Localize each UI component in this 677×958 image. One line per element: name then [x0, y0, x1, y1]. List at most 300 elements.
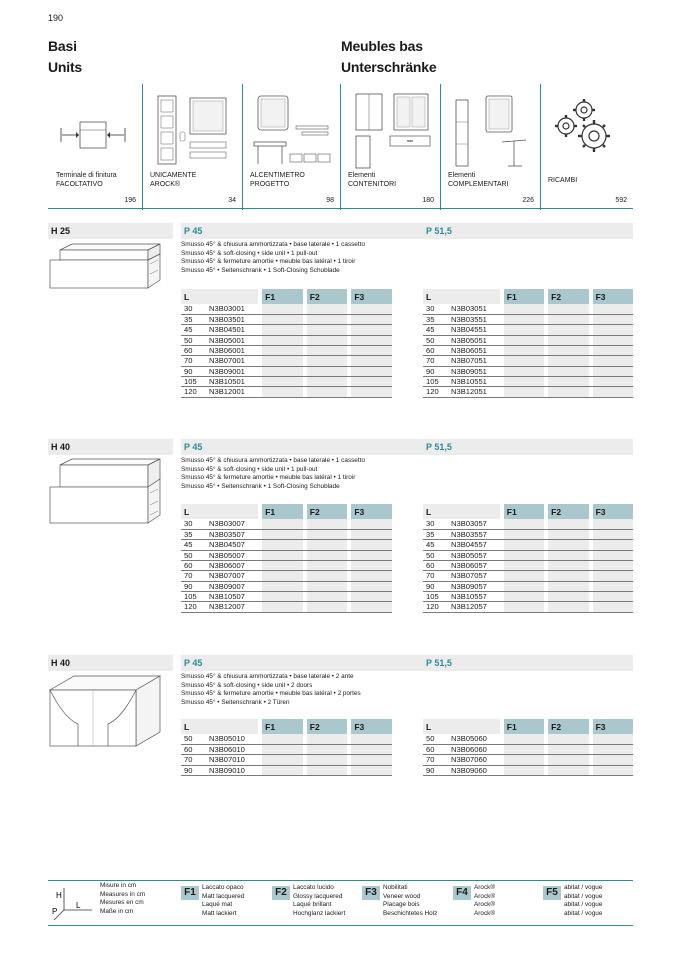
size-and-code-cell [423, 734, 500, 744]
article-code: N3B03051 [451, 304, 487, 314]
price-cell-f1 [262, 366, 303, 376]
price-cell-f3 [351, 602, 392, 612]
table-row [181, 387, 392, 397]
table-row [181, 602, 392, 612]
price-cell-f1 [504, 550, 544, 560]
price-cell-f3 [593, 744, 633, 754]
arock-illustration [154, 92, 234, 170]
width-value: 90 [184, 581, 193, 591]
width-value: 70 [426, 356, 435, 366]
size-and-code-cell [181, 304, 258, 314]
col-header-f1: F1 [504, 289, 544, 304]
width-value: 30 [184, 519, 193, 529]
section-2-drawer-unit-illustration [48, 457, 163, 529]
price-cell-f2 [307, 345, 348, 355]
category-label [448, 171, 509, 189]
price-cell-f3 [593, 540, 633, 550]
price-cell-f3 [351, 540, 392, 550]
description-line: Smusso 45° & soft-closing • side unit • 1 pull-out [181, 249, 318, 257]
category-alcentimetro[interactable] [242, 84, 340, 210]
width-value: 45 [426, 325, 435, 335]
table-row [181, 744, 392, 754]
table-row [181, 540, 392, 550]
col-header-f2: F2 [307, 719, 348, 734]
price-cell-f2 [307, 755, 348, 765]
table-row [181, 345, 392, 355]
legend-line: Beschichtetes Holz [383, 909, 438, 917]
price-cell-f1 [262, 335, 303, 345]
size-and-code-cell [181, 734, 258, 744]
category-label-line-1: ALCENTIMETRO [250, 172, 305, 179]
price-cell-f1 [262, 376, 303, 386]
category-contenitori[interactable] [340, 84, 440, 210]
price-cell-f3 [593, 755, 633, 765]
size-and-code-cell [181, 560, 258, 570]
price-cell-f2 [307, 356, 348, 366]
price-cell-f3 [593, 560, 633, 570]
legend-line: Matt lackiert [202, 909, 237, 917]
width-value: 30 [184, 304, 193, 314]
section-2-depth-header [181, 439, 633, 455]
size-and-code-cell [181, 765, 258, 775]
price-cell-f3 [593, 304, 633, 314]
legend-line: Arock® [474, 909, 496, 917]
category-ricambi[interactable] [540, 84, 633, 210]
col-header-f1: F1 [262, 719, 303, 734]
price-cell-f1 [504, 356, 544, 366]
price-cell-f2 [307, 366, 348, 376]
price-cell-f1 [504, 744, 544, 754]
size-and-code-cell [181, 366, 258, 376]
price-cell-f1 [504, 591, 544, 601]
category-label [150, 171, 196, 189]
article-code: N3B03007 [209, 519, 245, 529]
price-cell-f1 [504, 560, 544, 570]
section-2-description [181, 457, 365, 491]
width-value: 45 [184, 540, 193, 550]
price-cell-f2 [548, 560, 588, 570]
table-row [181, 591, 392, 601]
article-code: N3B12007 [209, 602, 245, 612]
size-and-code-cell [423, 744, 500, 754]
width-value: 70 [184, 755, 193, 765]
price-cell-f2 [548, 571, 588, 581]
price-cell-f2 [548, 387, 588, 397]
width-value: 70 [426, 571, 435, 581]
category-label-line-2: FACOLTATIVO [56, 181, 103, 188]
price-cell-f2 [548, 314, 588, 324]
width-value: 90 [184, 366, 193, 376]
dimension-axes-icon [50, 884, 96, 922]
article-code: N3B03057 [451, 519, 487, 529]
category-page: 98 [326, 197, 334, 204]
price-cell-f3 [593, 356, 633, 366]
price-cell-f1 [504, 376, 544, 386]
price-cell-f3 [351, 571, 392, 581]
article-code: N3B04551 [451, 325, 487, 335]
title-left-line-1: Basi [48, 38, 77, 54]
article-code: N3B07051 [451, 356, 487, 366]
article-code: N3B03557 [451, 530, 487, 540]
article-code: N3B04501 [209, 325, 245, 335]
price-cell-f2 [548, 304, 588, 314]
price-cell-f2 [548, 602, 588, 612]
article-code: N3B04507 [209, 540, 245, 550]
price-cell-f1 [504, 325, 544, 335]
legend-text [293, 884, 345, 918]
price-cell-f2 [307, 560, 348, 570]
size-and-code-cell [423, 335, 500, 345]
section-height-label: H 40 [51, 658, 71, 668]
price-cell-f3 [351, 335, 392, 345]
measures-line: Misure in cm [100, 882, 137, 889]
width-value: 50 [184, 550, 193, 560]
price-cell-f2 [548, 325, 588, 335]
divider [340, 84, 341, 210]
section-3-height-header [48, 655, 173, 671]
description-line: Smusso 45° • Seitenschrank • 2 Türen [181, 698, 290, 706]
price-cell-f1 [262, 734, 303, 744]
table-row [181, 325, 392, 335]
size-and-code-cell [181, 519, 258, 529]
description-line: Smusso 45° & fermeture amortie • meuble bas latéral • 1 tiroir [181, 258, 356, 265]
width-value: 35 [184, 315, 193, 325]
category-page: 34 [228, 197, 236, 204]
width-value: 70 [184, 571, 193, 581]
width-value: 60 [184, 745, 193, 755]
measures-line: Measures in cm [100, 890, 146, 898]
section-1-drawer-unit-illustration [48, 240, 163, 292]
col-header-f1: F1 [504, 719, 544, 734]
legend-line: Placage bois [383, 901, 420, 908]
price-cell-f2 [548, 529, 588, 539]
table-row [423, 571, 633, 581]
size-and-code-cell [423, 376, 500, 386]
table-row [181, 335, 392, 345]
category-arock[interactable] [142, 84, 242, 210]
table-row [423, 744, 633, 754]
width-value: 105 [184, 377, 197, 387]
width-value: 50 [426, 734, 435, 744]
col-header-f3: F3 [351, 719, 392, 734]
price-cell-f2 [307, 529, 348, 539]
legend-line: Arock® [474, 892, 496, 900]
measures-line: Maße in cm [100, 907, 134, 915]
legend-line: Laccato lucido [293, 884, 334, 891]
size-and-code-cell [423, 387, 500, 397]
price-cell-f2 [307, 602, 348, 612]
table-row [181, 581, 392, 591]
description-line: Smusso 45° • Seitenschrank • 1 Soft-Closing Schublade [181, 482, 340, 490]
legend-line: Glossy lacquered [293, 892, 343, 900]
price-cell-f3 [593, 581, 633, 591]
section-3-description [181, 673, 361, 707]
section-2-right-table [423, 504, 633, 613]
size-and-code-cell [181, 325, 258, 335]
col-header-l: L [423, 504, 500, 519]
price-cell-f3 [351, 734, 392, 744]
category-finishing-terminal[interactable] [48, 84, 142, 210]
table-row [181, 356, 392, 366]
category-label-line-1: UNICAMENTE [150, 172, 197, 179]
section-3-depth-header [181, 655, 633, 671]
width-value: 60 [184, 346, 193, 356]
size-and-code-cell [423, 765, 500, 775]
table-row [423, 314, 633, 324]
price-cell-f2 [307, 744, 348, 754]
width-value: 120 [184, 387, 197, 397]
article-code: N3B05051 [451, 335, 487, 345]
price-cell-f3 [351, 550, 392, 560]
axis-label-l: L [76, 901, 81, 910]
article-code: N3B07007 [209, 571, 245, 581]
price-cell-f3 [593, 519, 633, 529]
table-row [181, 529, 392, 539]
category-page: 196 [124, 197, 136, 204]
axis-label-p: P [52, 907, 58, 916]
col-header-f1: F1 [504, 504, 544, 519]
width-value: 90 [184, 765, 193, 775]
divider [142, 84, 143, 210]
price-cell-f1 [504, 734, 544, 744]
price-cell-f3 [351, 314, 392, 324]
section-1-right-table [423, 289, 633, 398]
size-and-code-cell [423, 550, 500, 560]
price-cell-f1 [262, 325, 303, 335]
size-and-code-cell [181, 529, 258, 539]
article-code: N3B10501 [209, 377, 245, 387]
col-header-f3: F3 [593, 504, 633, 519]
category-label-line-1: Terminale di finitura [56, 172, 117, 179]
price-cell-f3 [351, 529, 392, 539]
price-cell-f1 [262, 540, 303, 550]
price-cell-f1 [504, 529, 544, 539]
price-cell-f2 [307, 550, 348, 560]
article-code: N3B05057 [451, 550, 487, 560]
price-cell-f1 [504, 540, 544, 550]
section-3-left-table [181, 719, 392, 776]
price-cell-f1 [504, 602, 544, 612]
size-and-code-cell [181, 356, 258, 366]
table-row [181, 366, 392, 376]
table-row [423, 519, 633, 529]
price-cell-f2 [307, 734, 348, 744]
price-cell-f2 [548, 591, 588, 601]
price-cell-f3 [593, 591, 633, 601]
price-cell-f3 [351, 325, 392, 335]
price-cell-f2 [307, 591, 348, 601]
article-code: N3B09001 [209, 366, 245, 376]
table-row [181, 314, 392, 324]
measures-note [100, 882, 145, 916]
description-line: Smusso 45° • Seitenschrank • 1 Soft-Closing Schublade [181, 266, 340, 274]
article-code: N3B06007 [209, 561, 245, 571]
section-3-door-unit-illustration [48, 672, 163, 752]
table-row [423, 345, 633, 355]
price-cell-f3 [351, 765, 392, 775]
article-code: N3B06051 [451, 346, 487, 356]
section-3-right-table [423, 719, 633, 776]
table-row [423, 591, 633, 601]
price-cell-f2 [548, 734, 588, 744]
price-cell-f1 [504, 366, 544, 376]
legend-badge: F1 [181, 886, 199, 900]
width-value: 45 [184, 325, 193, 335]
price-cell-f2 [548, 744, 588, 754]
width-value: 105 [184, 592, 197, 602]
price-cell-f3 [351, 387, 392, 397]
alcentimetro-illustration [252, 92, 336, 170]
title-left-line-2: Units [48, 59, 83, 75]
price-cell-f3 [351, 744, 392, 754]
legend-badge: F5 [543, 886, 561, 900]
legend-badge: F2 [272, 886, 290, 900]
size-and-code-cell [423, 325, 500, 335]
width-value: 90 [426, 366, 435, 376]
col-header-f2: F2 [307, 289, 348, 304]
article-code: N3B09060 [451, 765, 487, 775]
table-row [423, 734, 633, 744]
size-and-code-cell [181, 591, 258, 601]
legend-badge: F4 [453, 886, 471, 900]
category-page: 226 [522, 197, 534, 204]
price-cell-f2 [307, 540, 348, 550]
width-value: 105 [426, 377, 439, 387]
table-row [423, 550, 633, 560]
category-page: 592 [615, 197, 627, 204]
width-value: 120 [426, 387, 439, 397]
price-cell-f3 [351, 304, 392, 314]
legend-line: Laqué brillant [293, 901, 332, 908]
price-cell-f2 [548, 376, 588, 386]
width-value: 50 [184, 335, 193, 345]
article-code: N3B03001 [209, 304, 245, 314]
section-2-right-depth: P 51,5 [426, 442, 452, 452]
size-and-code-cell [423, 519, 500, 529]
width-value: 60 [426, 346, 435, 356]
col-header-l: L [181, 289, 258, 304]
article-code: N3B10557 [451, 592, 487, 602]
price-cell-f3 [593, 376, 633, 386]
table-row [423, 755, 633, 765]
gears-icon [550, 96, 620, 156]
page-number: 190 [48, 13, 64, 23]
col-header-f3: F3 [593, 289, 633, 304]
section-1-height-header [48, 223, 173, 239]
section-1-depth-header [181, 223, 633, 239]
col-header-f3: F3 [351, 504, 392, 519]
section-1-left-table [181, 289, 392, 398]
table-row [423, 529, 633, 539]
size-and-code-cell [423, 581, 500, 591]
price-cell-f1 [262, 571, 303, 581]
description-line: Smusso 45° & soft-closing • side unit • 1 pull-out [181, 465, 318, 473]
table-row [423, 304, 633, 314]
price-cell-f3 [593, 734, 633, 744]
price-cell-f1 [262, 744, 303, 754]
size-and-code-cell [423, 304, 500, 314]
price-cell-f2 [548, 755, 588, 765]
table-row [181, 519, 392, 529]
col-header-f2: F2 [548, 289, 588, 304]
width-value: 50 [184, 734, 193, 744]
article-code: N3B06060 [451, 745, 487, 755]
category-page: 180 [422, 197, 434, 204]
col-header-f3: F3 [351, 289, 392, 304]
legend-line: Laqué mat [202, 901, 233, 908]
article-code: N3B07057 [451, 571, 487, 581]
price-cell-f3 [351, 581, 392, 591]
price-cell-f3 [351, 366, 392, 376]
legend-line: abitat / vogue [564, 892, 603, 900]
price-cell-f2 [307, 387, 348, 397]
table-row [181, 755, 392, 765]
category-label-line-2: PROGETTO [250, 181, 290, 188]
price-cell-f2 [548, 356, 588, 366]
width-value: 70 [184, 356, 193, 366]
category-strip [48, 84, 633, 210]
category-label [348, 171, 396, 189]
price-cell-f3 [593, 571, 633, 581]
price-cell-f3 [593, 602, 633, 612]
col-header-l: L [423, 719, 500, 734]
size-and-code-cell [181, 540, 258, 550]
section-height-label: H 25 [51, 226, 71, 236]
axis-label-h: H [56, 891, 62, 900]
width-value: 120 [184, 602, 197, 612]
section-1-left-depth: P 45 [184, 226, 203, 236]
table-row [423, 366, 633, 376]
section-2-left-depth: P 45 [184, 442, 203, 452]
size-and-code-cell [181, 571, 258, 581]
size-and-code-cell [423, 529, 500, 539]
col-header-f2: F2 [307, 504, 348, 519]
size-and-code-cell [181, 602, 258, 612]
price-cell-f3 [351, 560, 392, 570]
size-and-code-cell [423, 591, 500, 601]
article-code: N3B12051 [451, 387, 487, 397]
price-cell-f1 [262, 519, 303, 529]
section-2-height-header [48, 439, 173, 455]
width-value: 45 [426, 540, 435, 550]
price-cell-f3 [593, 335, 633, 345]
width-value: 35 [426, 530, 435, 540]
price-cell-f3 [351, 376, 392, 386]
price-cell-f1 [504, 335, 544, 345]
price-cell-f1 [504, 345, 544, 355]
legend-line: Matt lacquered [202, 892, 245, 900]
article-code: N3B05010 [209, 734, 245, 744]
category-complementari[interactable] [440, 84, 540, 210]
size-and-code-cell [423, 755, 500, 765]
legend-line: abitat / vogue [564, 909, 603, 917]
price-cell-f3 [593, 314, 633, 324]
col-header-f2: F2 [548, 719, 588, 734]
price-cell-f2 [307, 765, 348, 775]
article-code: N3B07001 [209, 356, 245, 366]
title-right [341, 36, 436, 78]
complementari-illustration [452, 92, 536, 170]
table-row [423, 765, 633, 775]
article-code: N3B04557 [451, 540, 487, 550]
col-header-l: L [423, 289, 500, 304]
width-value: 90 [426, 765, 435, 775]
width-value: 60 [426, 561, 435, 571]
table-row [423, 602, 633, 612]
price-cell-f2 [548, 335, 588, 345]
size-and-code-cell [181, 376, 258, 386]
article-code: N3B03507 [209, 530, 245, 540]
